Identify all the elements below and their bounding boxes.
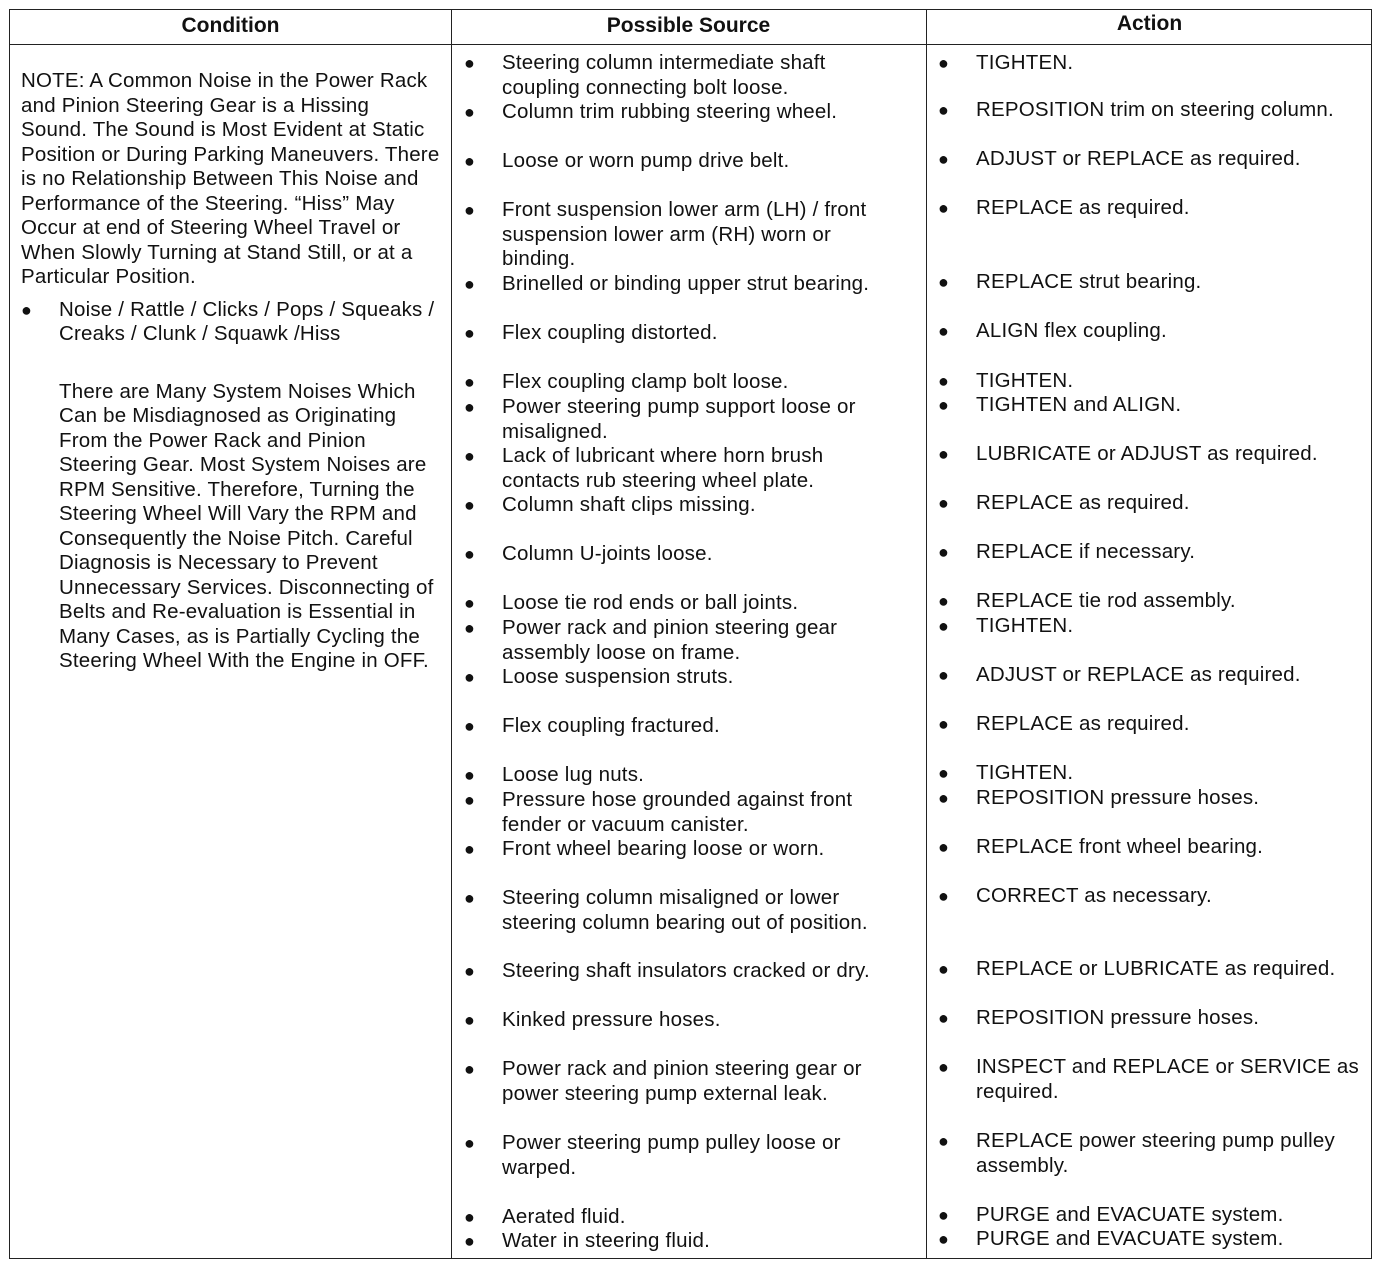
- bullet-icon: ●: [938, 395, 950, 415]
- bullet-icon: ●: [938, 616, 950, 636]
- bullet-icon: ●: [938, 665, 950, 685]
- action-text: CORRECT as necessary.: [976, 884, 1212, 907]
- action-column: [938, 51, 1368, 1256]
- bullet-icon: ●: [464, 102, 476, 122]
- source-text: Power rack and pinion steering gear assembly loose on frame.: [502, 616, 838, 664]
- source-text: Power steering pump pulley loose or warped.: [502, 1131, 841, 1179]
- bullet-icon: ●: [464, 618, 476, 638]
- bullet-icon: ●: [21, 299, 33, 320]
- action-text: REPLACE tie rod assembly.: [976, 589, 1236, 612]
- action-text: TIGHTEN.: [976, 761, 1074, 784]
- bullet-icon: ●: [938, 53, 950, 73]
- bullet-icon: ●: [938, 714, 950, 734]
- source-text: Lack of lubricant where horn brush contacts rub steering wheel plate.: [502, 444, 824, 492]
- bullet-icon: ●: [938, 788, 950, 808]
- condition-bullet-item: [21, 298, 441, 372]
- bullet-icon: ●: [464, 1133, 476, 1153]
- source-text: Loose lug nuts.: [502, 763, 645, 786]
- action-text: REPLACE or LUBRICATE as required.: [976, 957, 1336, 980]
- bullet-icon: ●: [464, 1207, 476, 1227]
- source-text: Column shaft clips missing.: [502, 493, 756, 516]
- action-text: REPOSITION pressure hoses.: [976, 786, 1260, 809]
- source-text: Power rack and pinion steering gear or power steering pump external leak.: [502, 1057, 862, 1105]
- action-text: REPLACE as required.: [976, 491, 1190, 514]
- bullet-icon: ●: [464, 1059, 476, 1079]
- source-text: Flex coupling fractured.: [502, 714, 720, 737]
- source-text: Column U-joints loose.: [502, 542, 713, 565]
- action-text: REPLACE if necessary.: [976, 540, 1196, 563]
- action-text: REPLACE as required.: [976, 712, 1190, 735]
- header-condition: Condition: [181, 14, 280, 37]
- bullet-icon: ●: [938, 1057, 950, 1077]
- bullet-icon: ●: [464, 765, 476, 785]
- source-text: Pressure hose grounded against front fender or vacuum canister.: [502, 788, 853, 836]
- bullet-icon: ●: [464, 961, 476, 981]
- action-text: REPOSITION trim on steering column.: [976, 98, 1334, 121]
- bullet-icon: ●: [938, 493, 950, 513]
- bullet-icon: ●: [464, 151, 476, 171]
- bullet-icon: ●: [464, 323, 476, 343]
- bullet-icon: ●: [464, 274, 476, 294]
- action-text: TIGHTEN.: [976, 369, 1074, 392]
- bullet-icon: ●: [464, 200, 476, 220]
- action-text: TIGHTEN.: [976, 614, 1074, 637]
- bullet-icon: ●: [938, 272, 950, 292]
- bullet-icon: ●: [938, 591, 950, 611]
- action-text: REPOSITION pressure hoses.: [976, 1006, 1260, 1029]
- bullet-icon: ●: [938, 149, 950, 169]
- action-text: ADJUST or REPLACE as required.: [976, 147, 1301, 170]
- bullet-icon: ●: [464, 667, 476, 687]
- source-text: Brinelled or binding upper strut bearing.: [502, 272, 870, 295]
- bullet-icon: ●: [464, 544, 476, 564]
- action-text: PURGE and EVACUATE system.: [976, 1227, 1284, 1250]
- bullet-icon: ●: [938, 837, 950, 857]
- bullet-icon: ●: [464, 446, 476, 466]
- action-text: INSPECT and REPLACE or SERVICE as required.: [976, 1055, 1359, 1103]
- source-text: Column trim rubbing steering wheel.: [502, 100, 838, 123]
- condition-note: NOTE: A Common Noise in the Power Rack and Pinion Steering Gear is a Hissing Sound. The Sound is Most Evident at Static Position or During Parking Maneuvers. There is no Relationship Between This Noise and Performance of the Steering. “Hiss” May Occur at end of Steering Wheel Travel or When Slowly Turning at Stand Still, or at a Particular Position.: [21, 69, 440, 288]
- source-text: Steering column intermediate shaft coupling connecting bolt loose.: [502, 51, 826, 99]
- bullet-icon: ●: [464, 53, 476, 73]
- action-text: ALIGN flex coupling.: [976, 319, 1167, 342]
- action-text: REPLACE strut bearing.: [976, 270, 1202, 293]
- bullet-icon: ●: [464, 372, 476, 392]
- action-text: LUBRICATE or ADJUST as required.: [976, 442, 1318, 465]
- source-text: Water in steering fluid.: [502, 1229, 710, 1252]
- source-text: Loose tie rod ends or ball joints.: [502, 591, 799, 614]
- bullet-icon: ●: [938, 100, 950, 120]
- source-text: Flex coupling clamp bolt loose.: [502, 370, 789, 393]
- action-text: PURGE and EVACUATE system.: [976, 1203, 1284, 1226]
- condition-cell: [21, 69, 441, 674]
- action-text: REPLACE power steering pump pulley assembly.: [976, 1129, 1335, 1177]
- bullet-icon: ●: [464, 397, 476, 417]
- source-text: Front suspension lower arm (LH) / front suspension lower arm (RH) worn or binding.: [502, 198, 867, 270]
- column-divider: [451, 10, 452, 1258]
- bullet-icon: ●: [938, 763, 950, 783]
- source-text: Kinked pressure hoses.: [502, 1008, 721, 1031]
- action-text: REPLACE as required.: [976, 196, 1190, 219]
- source-text: Flex coupling distorted.: [502, 321, 718, 344]
- bullet-icon: ●: [464, 495, 476, 515]
- source-column: [464, 51, 904, 1256]
- bullet-icon: ●: [938, 1229, 950, 1249]
- action-text: ADJUST or REPLACE as required.: [976, 663, 1301, 686]
- bullet-icon: ●: [938, 321, 950, 341]
- source-text: Front wheel bearing loose or worn.: [502, 837, 825, 860]
- bullet-icon: ●: [938, 886, 950, 906]
- source-text: Loose suspension struts.: [502, 665, 734, 688]
- bullet-icon: ●: [938, 371, 950, 391]
- source-text: Loose or worn pump drive belt.: [502, 149, 790, 172]
- column-divider: [926, 10, 927, 1258]
- bullet-icon: ●: [464, 593, 476, 613]
- bullet-icon: ●: [938, 1205, 950, 1225]
- action-text: TIGHTEN and ALIGN.: [976, 393, 1182, 416]
- bullet-icon: ●: [938, 198, 950, 218]
- source-text: Steering column misaligned or lower steering column bearing out of position.: [502, 886, 868, 934]
- bullet-icon: ●: [464, 839, 476, 859]
- condition-description: There are Many System Noises Which Can be Misdiagnosed as Originating From the Power Rack and Pinion Steering Gear. Most System Noises are RPM Sensitive. Therefore, Turning the Steering Wheel Will Vary the RPM and Consequently the Noise Pitch. Careful Diagnosis is Necessary to Prevent Unnecessary Services. Disconnecting of Belts and Re-evaluation is Essential in Many Cases, as is Partially Cycling the Steering Wheel With the Engine in OFF.: [59, 379, 434, 672]
- header-action: Action: [1116, 12, 1183, 35]
- source-text: Power steering pump support loose or misaligned.: [502, 395, 856, 443]
- bullet-icon: ●: [464, 716, 476, 736]
- bullet-icon: ●: [464, 888, 476, 908]
- source-text: Steering shaft insulators cracked or dry.: [502, 959, 870, 982]
- bullet-icon: ●: [464, 790, 476, 810]
- source-text: Aerated fluid.: [502, 1205, 626, 1228]
- action-text: TIGHTEN.: [976, 51, 1074, 74]
- bullet-icon: ●: [938, 444, 950, 464]
- diagnosis-table: [9, 9, 1372, 1259]
- bullet-icon: ●: [938, 959, 950, 979]
- bullet-icon: ●: [938, 542, 950, 562]
- condition-bullet-title: Noise / Rattle / Clicks / Pops / Squeaks / Creaks / Clunk / Squawk /Hiss: [59, 297, 435, 345]
- bullet-icon: ●: [938, 1131, 950, 1151]
- bullet-icon: ●: [464, 1231, 476, 1251]
- action-text: REPLACE front wheel bearing.: [976, 835, 1264, 858]
- header-divider: [10, 44, 1371, 45]
- header-possible-source: Possible Source: [606, 14, 771, 37]
- bullet-icon: ●: [938, 1008, 950, 1028]
- bullet-icon: ●: [464, 1010, 476, 1030]
